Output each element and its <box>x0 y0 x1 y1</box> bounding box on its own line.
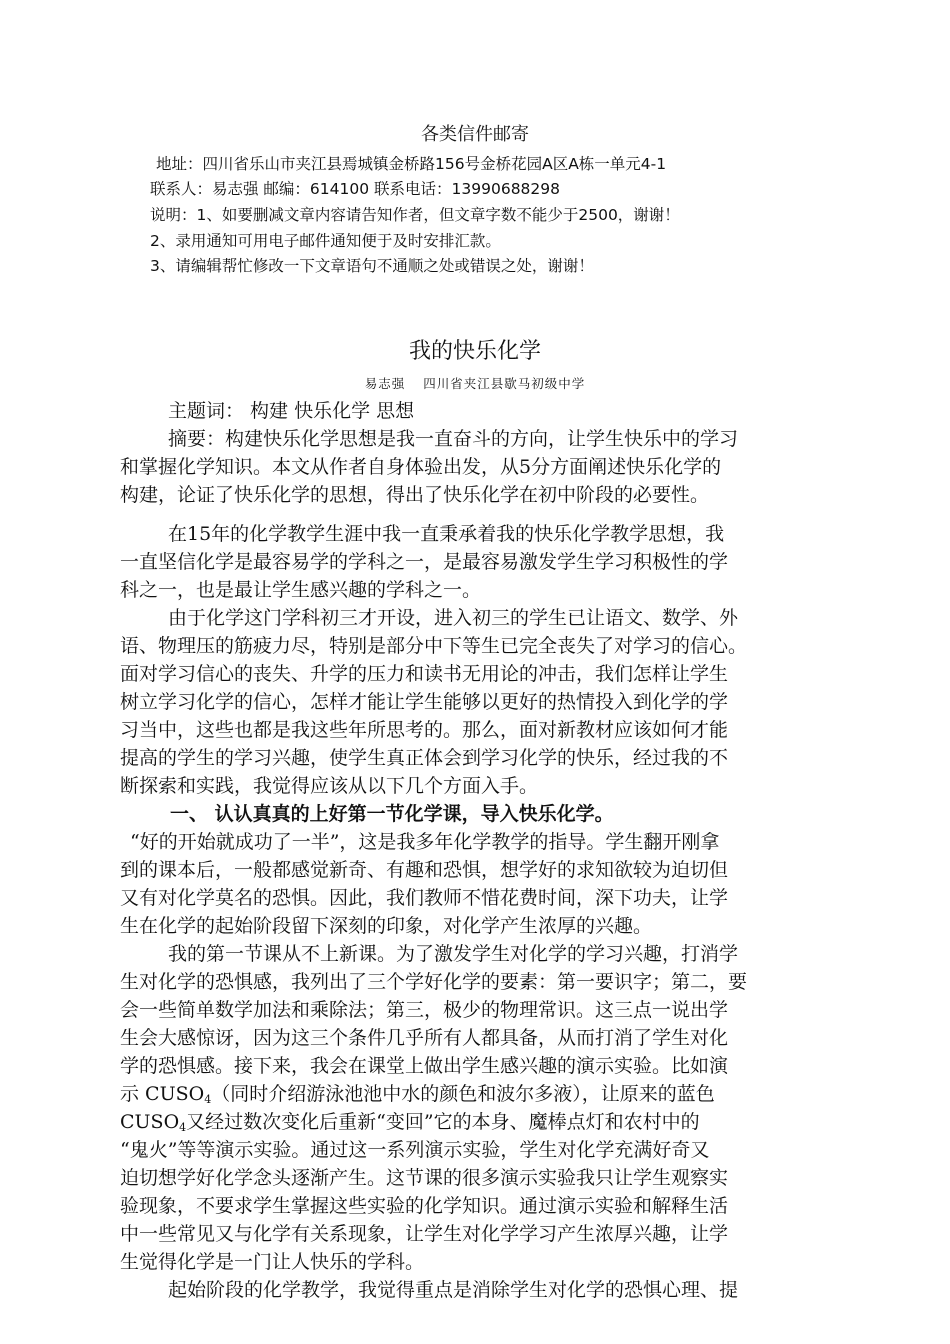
line-text: （同时介绍游泳池池中水的颜色和波尔多液），让原来的蓝色 <box>211 1083 715 1105</box>
paragraph-line: 在15年的化学教学生涯中我一直秉承着我的快乐化学教学思想，我 <box>168 523 725 545</box>
mailing-note-1: 说明：1、如要删减文章内容请告知作者，但文章字数不能少于2500，谢谢！ <box>150 206 680 224</box>
paragraph-line: 生对化学的恐惧感，我列出了三个学好化学的要素：第一要识字；第二，要 <box>120 971 748 993</box>
formula-subscript: 4 <box>179 1121 187 1134</box>
author-school: 四川省夹江县歇马初级中学 <box>423 376 586 391</box>
paragraph-line: 生在化学的起始阶段留下深刻的印象，对化学产生浓厚的兴趣。 <box>120 915 653 937</box>
paragraph-line: 断探索和实践，我觉得应该从以下几个方面入手。 <box>120 775 539 797</box>
abstract-line: 构建，论证了快乐化学的思想，得出了快乐化学在初中阶段的必要性。 <box>120 484 710 506</box>
formula-text: 示 CUSO <box>120 1083 205 1105</box>
paragraph-line: “好的开始就成功了一半”，这是我多年化学教学的指导。学生翻开刚拿 <box>130 831 720 853</box>
paragraph-line: 生觉得化学是一门让人快乐的学科。 <box>120 1251 425 1273</box>
paragraph-line: 学的恐惧感。接下来，我会在课堂上做出学生感兴趣的演示实验。比如演 <box>120 1055 729 1077</box>
abstract-line: 和掌握化学知识。本文从作者自身体验出发，从5分方面阐述快乐化学的 <box>120 456 722 478</box>
paragraph-line: 科之一，也是最让学生感兴趣的学科之一。 <box>120 579 482 601</box>
article-title: 我的快乐化学 <box>408 339 541 364</box>
mailing-contact: 联系人：易志强 邮编：614100 联系电话：13990688298 <box>150 180 561 198</box>
formula-text: CUSO <box>120 1111 180 1133</box>
paragraph-line: 验现象，不要求学生掌握这些实验的化学知识。通过演示实验和解释生活 <box>120 1195 729 1217</box>
abstract-line: 摘要：构建快乐化学思想是我一直奋斗的方向，让学生快乐中的学习 <box>168 428 739 450</box>
paragraph-line: 到的课本后，一般都感觉新奇、有趣和恐惧，想学好的求知欲较为迫切但 <box>120 859 729 881</box>
paragraph-line: 生会大感惊讶，因为这三个条件几乎所有人都具备，从而打消了学生对化 <box>120 1027 729 1049</box>
paragraph-line: 会一些简单数学加法和乘除法；第三，极少的物理常识。这三点一说出学 <box>120 999 729 1021</box>
paragraph-line: 树立学习化学的信心，怎样才能让学生能够以更好的热情投入到化学的学 <box>120 691 729 713</box>
paragraph-line: 起始阶段的化学教学，我觉得重点是消除学生对化学的恐惧心理、提 <box>168 1279 739 1301</box>
paragraph-line: 中一些常见又与化学有关系现象，让学生对化学学习产生浓厚兴趣，让学 <box>120 1223 729 1245</box>
paragraph-line: 一直坚信化学是最容易学的学科之一，是最容易激发学生学习积极性的学 <box>120 551 729 573</box>
author-name: 易志强 <box>364 376 406 391</box>
mailing-header-title: 各类信件邮寄 <box>421 124 529 145</box>
paragraph-line: 我的第一节课从不上新课。为了激发学生对化学的学习兴趣，打消学 <box>168 943 739 965</box>
mailing-note-2: 2、录用通知可用电子邮件通知便于及时安排汇款。 <box>150 232 501 250</box>
mailing-address: 地址：四川省乐山市夹江县焉城镇金桥路156号金桥花园A区A栋一单元4-1 <box>156 155 667 173</box>
paragraph-line: 习当中，这些也都是我这些年所思考的。那么，面对新教材应该如何才能 <box>120 719 729 741</box>
formula-subscript: 4 <box>204 1093 212 1106</box>
keywords: 主题词： 构建 快乐化学 思想 <box>168 400 415 422</box>
line-text: 又经过数次变化后重新“变回”它的本身、魔棒点灯和农村中的 <box>186 1111 700 1133</box>
paragraph-line: 迫切想学好化学念头逐渐产生。这节课的很多演示实验我只让学生观察实 <box>120 1167 729 1189</box>
paragraph-line: 由于化学这门学科初三才开设，进入初三的学生已让语文、数学、外 <box>168 607 739 629</box>
article-byline <box>0 374 950 392</box>
paragraph-line: 提高的学生的学习兴趣，使学生真正体会到学习化学的快乐，经过我的不 <box>120 747 729 769</box>
paragraph-line: “鬼火”等等演示实验。通过这一系列演示实验，学生对化学充满好奇又 <box>120 1139 710 1161</box>
section-heading-1: 一、 认认真真的上好第一节化学课，导入快乐化学。 <box>170 803 614 825</box>
mailing-note-3: 3、请编辑帮忙修改一下文章语句不通顺之处或错误之处，谢谢！ <box>150 257 594 275</box>
paragraph-line: 又有对化学莫名的恐惧。因此，我们教师不惜花费时间，深下功夫，让学 <box>120 887 729 909</box>
paragraph-line: 语、物理压的筋疲力尽，特别是部分中下等生已完全丧失了对学习的信心。 <box>120 635 748 657</box>
paragraph-line: 面对学习信心的丧失、升学的压力和读书无用论的冲击，我们怎样让学生 <box>120 663 729 685</box>
